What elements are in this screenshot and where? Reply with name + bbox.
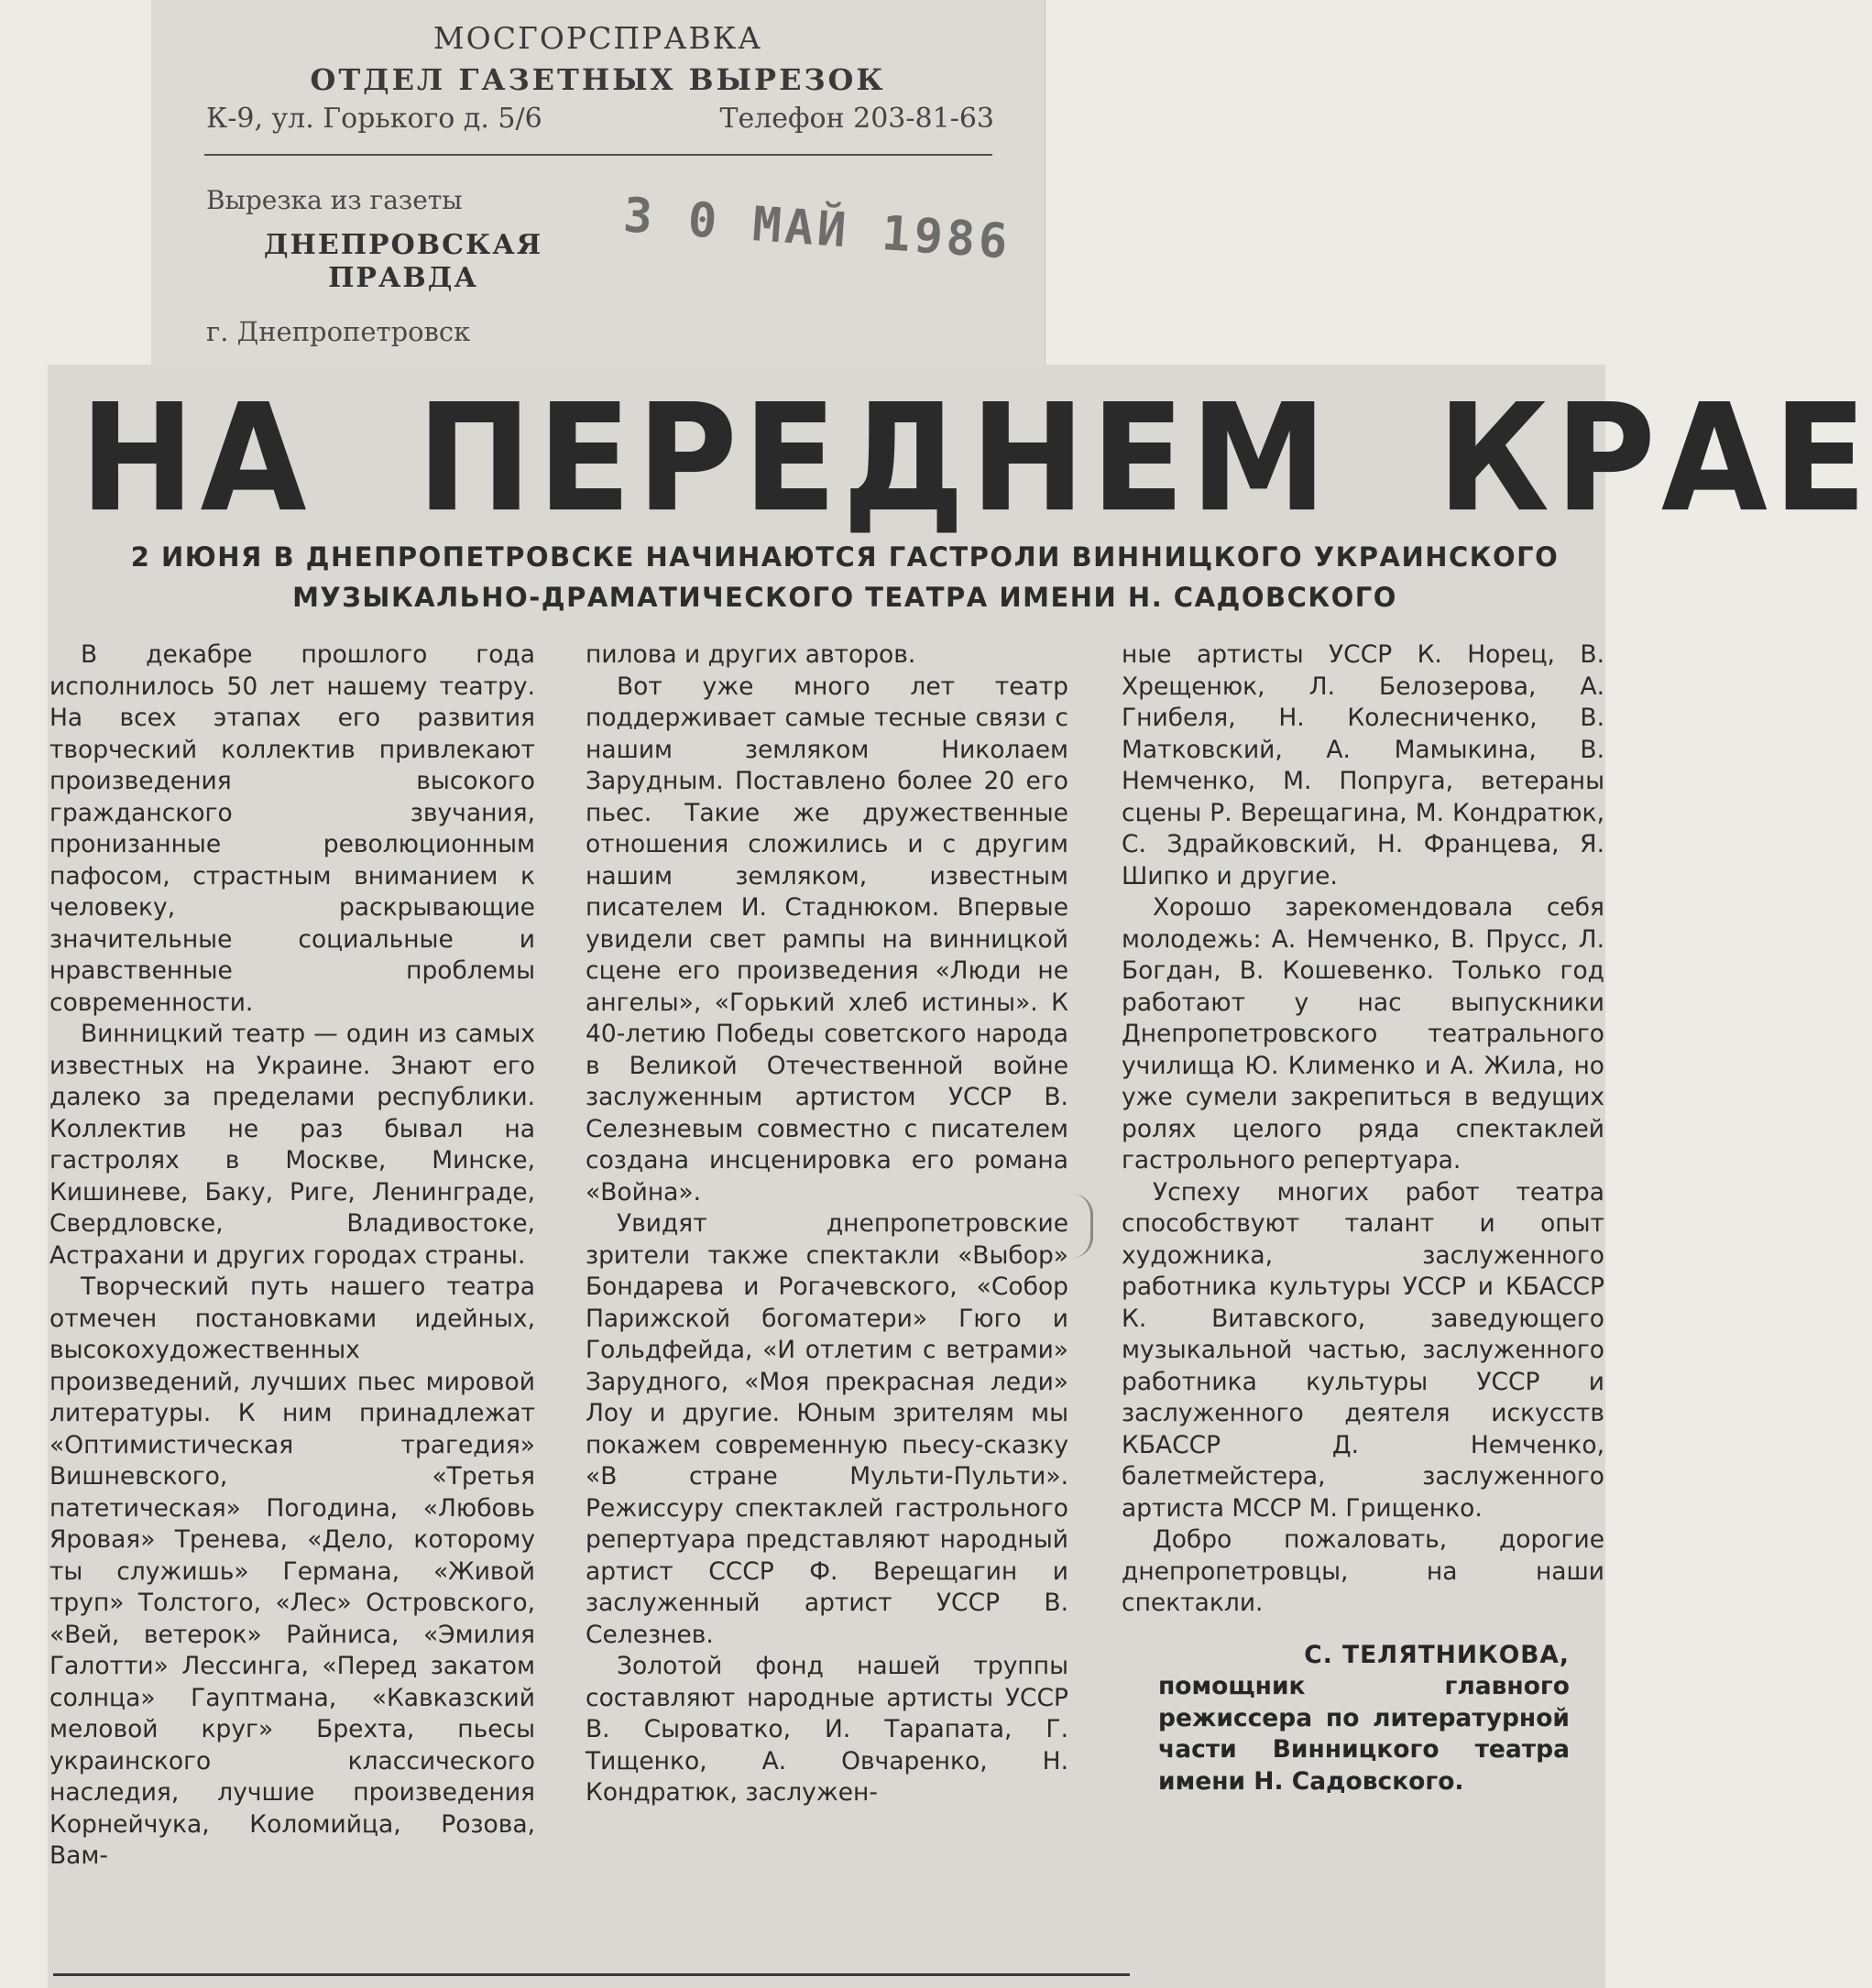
article-column-2 [586, 639, 1068, 1809]
bureau-phone: Телефон 203-81-63 [719, 103, 994, 135]
author-title: помощник главного режиссера по литературной части Винницкого театра имени Н. Садовского. [1158, 1672, 1570, 1796]
article-subheadline: 2 ИЮНЯ В ДНЕПРОПЕТРОВСКЕ НАЧИНАЮТСЯ ГАСТРОЛИ ВИННИЦКОГО УКРАИНСКОГО МУЗЫКАЛЬНО-ДРАМАТИЧЕСКОГО ТЕАТРА ИМЕНИ Н. САДОВСКОГО [130, 541, 1560, 613]
paragraph: пилова и других авторов. [586, 640, 916, 669]
bottom-divider [53, 1973, 1130, 1976]
newspaper-city: г. Днепропетровск [206, 316, 471, 347]
newspaper-name: ДНЕПРОВСКАЯ ПРАВДА [263, 229, 543, 294]
paragraph: Успеху многих работ театра способствуют талант и опыт художника, заслуженного работника культуры УССР и КБАССР К. Витавского, заведующего музыкальной частью, заслуженного работника культуры УССР и заслуженного деятеля искусств КБАССР Д. Немченко, балетмейстера, заслуженного артиста МССР М. Грищенко. [1122, 1177, 1604, 1523]
date-stamp: 3 0 МАЙ 1986 [621, 188, 1013, 270]
bureau-name: МОСГОРСПРАВКА [432, 20, 763, 56]
paragraph: Золотой фонд нашей труппы составляют народные артисты УССР В. Сыроватко, И. Тарапата, Г. Тищенко, А. Овчаренко, Н. Кондратюк, заслужен- [586, 1652, 1068, 1807]
bureau-contacts [206, 103, 994, 135]
bureau-department: ОТДЕЛ ГАЗЕТНЫХ ВЫРЕЗОК [310, 62, 886, 97]
article-headline: НА ПЕРЕДНЕМ КРАЕ [80, 373, 1872, 545]
paragraph: ные артисты УССР К. Норец, В. Хрещенюк, Л. Белозерова, А. Гнибеля, Н. Колесниченко, В. Матковский, А. Мамыкина, В. Немченко, М. Попруга, ветераны сцены Р. Верещагина, М. Кондратюк, С. Здрайковский, Н. Францева, Я. Шипко и другие. [1122, 640, 1604, 890]
pencil-mark [1072, 1194, 1093, 1258]
stamp-divider [204, 154, 992, 156]
paragraph: Вот уже много лет театр поддерживает самые тесные связи с нашим земляком Николаем Зарудным. Поставлено более 20 его пьес. Такие же дружественные отношения сложились и с другим нашим земляком, известным писателем И. Стаднюком. Впервые увидели свет рампы на винницкой сцене его произведения «Люди не ангелы», «Горький хлеб истины». К 40-летию Победы советского народа в Великой Отечественной войне заслуженным артистом УССР В. Селезневым совместно с писателем создана инсценировка его романа «Война». [586, 672, 1068, 1207]
paragraph: Хорошо зарекомендовала себя молодежь: А. Немченко, В. Прусс, Л. Богдан, В. Кошевенко. Только год работают у нас выпускники Днепропетровского театрального училища Ю. Клименко и А. Жила, но уже сумели закрепиться в ведущих ролях целого ряда спектаклей гастрольного репертуара. [1122, 893, 1604, 1174]
clip-source-label: Вырезка из газеты [206, 185, 463, 215]
paragraph: Увидят днепропетровские зрители также спектакли «Выбор» Бондарева и Рогачевского, «Собор Парижской богоматери» Гюго и Гольдфейда, «И отлетим с ветрами» Зарудного, «Моя прекрасная леди» Лоу и другие. Юным зрителям мы покажем современную пьесу-сказку «В стране Мульти-Пульти». Режиссуру спектаклей гастрольного репертуара представляют народный артист СССР Ф. Верещагин и заслуженный артист УССР В. Селезнев. [586, 1209, 1068, 1649]
newspaper-clipping [48, 365, 1872, 1988]
author-name: С. ТЕЛЯТНИКОВА, [1304, 1640, 1570, 1669]
clipping-bureau-stamp [151, 0, 1045, 366]
paragraph: Винницкий театр — один из самых известных на Украине. Знают его далеко за пределами республики. Коллектив не раз бывал на гастролях в Москве, Минске, Кишиневе, Баку, Риге, Ленинграде, Свердловске, Владивостоке, Астрахани и других городах страны. [49, 1020, 535, 1270]
article-column-3 [1122, 639, 1604, 1797]
article-signature [1122, 1640, 1604, 1798]
paragraph: Творческий путь нашего театра отмечен постановками идейных, высокохудожественных произведений, лучших пьес мировой литературы. К ним принадлежат «Оптимистическая трагедия» Вишневского, «Третья патетическая» Погодина, «Любовь Яровая» Тренева, «Дело, которому ты служишь» Германа, «Живой труп» Толстого, «Лес» Островского, «Вей, ветерок» Райниса, «Эмилия Галотти» Лессинга, «Перед закатом солнца» Гауптмана, «Кавказский меловой круг» Брехта, пьесы украинского классического наследия, лучшие произведения Корнейчука, Коломийца, Розова, Вам- [49, 1273, 535, 1870]
paragraph: Добро пожаловать, дорогие днепропетровцы, на наши спектакли. [1122, 1525, 1604, 1617]
paragraph: В декабре прошлого года исполнилось 50 лет нашему театру. На всех этапах его развития творческий коллектив привлекают произведения высокого гражданского звучания, пронизанные революционным пафосом, страстным вниманием к человеку, раскрывающие значительные социальные и нравственные проблемы современности. [49, 640, 535, 1017]
article-column-1 [49, 639, 535, 1873]
bureau-address: К-9, ул. Горького д. 5/6 [206, 103, 542, 135]
